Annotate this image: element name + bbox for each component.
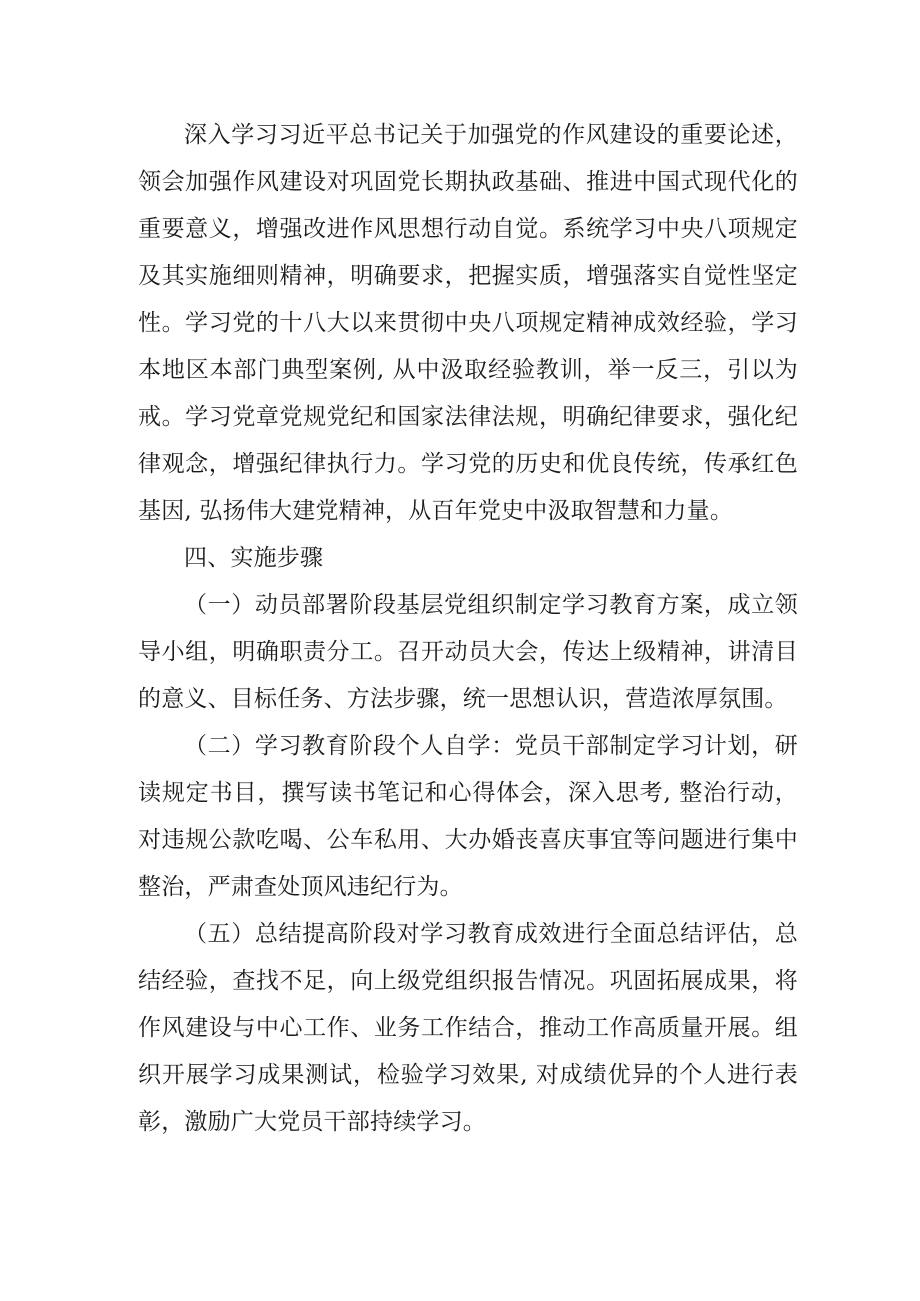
paragraph-step-study-education: （二）学习教育阶段个人自学：党员干部制定学习计划，研读规定书目，撰写读书笔记和心得体会，深入思考, 整治行动，对违规公款吃喝、公车私用、大办婚丧喜庆事宜等问题进行集中整治，严肃查处顶风违纪行为。 <box>138 733 798 900</box>
paragraph-step-summary: （五）总结提高阶段对学习教育成效进行全面总结评估，总结经验，查找不足，向上级党组织报告情况。巩固拓展成果，将作风建设与中心工作、业务工作结合，推动工作高质量开展。组织开展学习成果测试，检验学习效果, 对成绩优异的个人进行表彰，激励广大党员干部持续学习。 <box>138 921 798 1135</box>
section-heading-implementation-steps: 四、实施步骤 <box>184 545 324 571</box>
document-body <box>138 112 798 1146</box>
paragraph-step-mobilization: （一）动员部署阶段基层党组织制定学习教育方案，成立领导小组，明确职责分工。召开动员大会，传达上级精神，讲清目的意义、目标任务、方法步骤，统一思想认识，营造浓厚氛围。 <box>138 592 798 712</box>
paragraph-study-content: 深入学习习近平总书记关于加强党的作风建设的重要论述，领会加强作风建设对巩固党长期执政基础、推进中国式现代化的重要意义，增强改进作风思想行动自觉。系统学习中央八项规定及其实施细则精神，明确要求，把握实质，增强落实自觉性坚定性。学习党的十八大以来贯彻中央八项规定精神成效经验，学习本地区本部门典型案例, 从中汲取经验教训，举一反三，引以为戒。学习党章党规党纪和国家法律法规，明确纪律要求，强化纪律观念，增强纪律执行力。学习党的历史和优良传统，传承红色基因, 弘扬伟大建党精神，从百年党史中汲取智慧和力量。 <box>138 122 798 524</box>
